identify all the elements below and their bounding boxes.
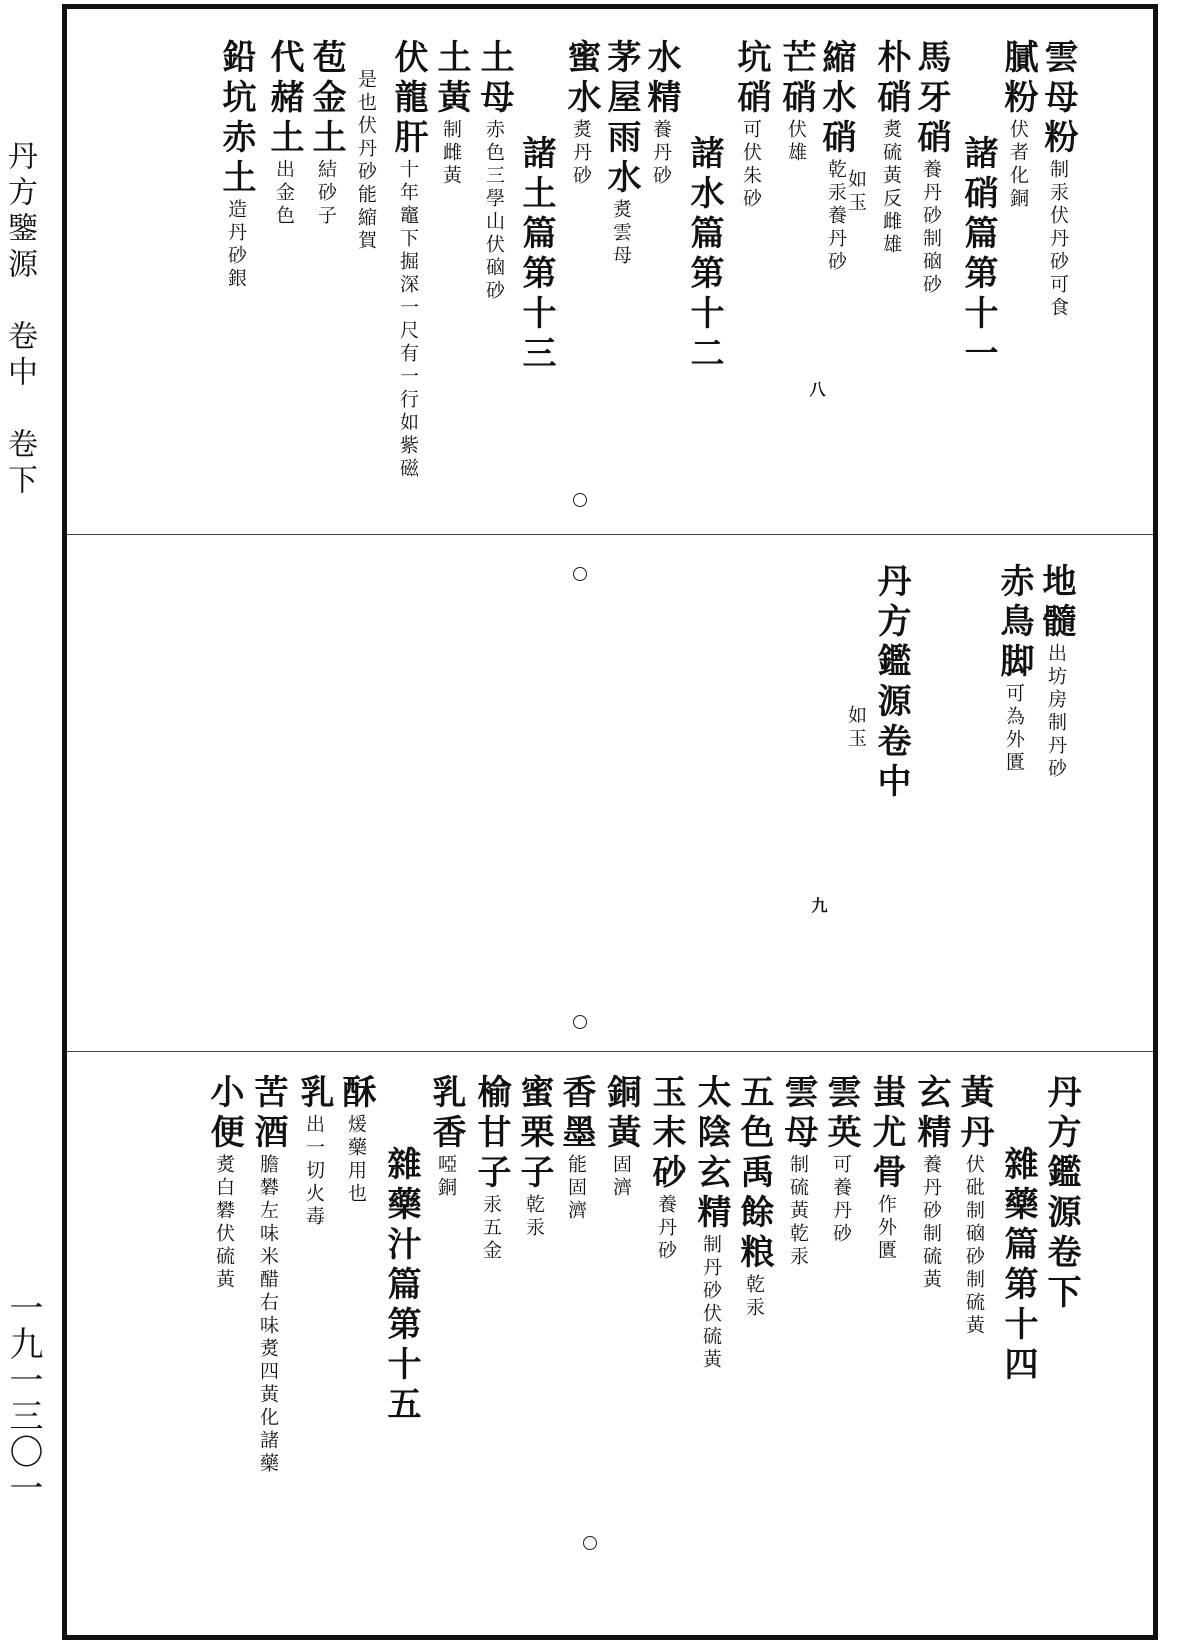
- page-mark: 九: [809, 897, 828, 913]
- margin-circle: [573, 493, 587, 507]
- text-column: 酥煖藥用也: [336, 1074, 376, 1206]
- text-column: 黃丹伏砒制硇砂制硫黃: [954, 1074, 994, 1338]
- text-column: 水精養丹砂: [641, 39, 681, 188]
- section-heading: 諸水篇第十二: [684, 135, 724, 375]
- panel-juan-zhong-top: [67, 9, 1153, 534]
- text-column: 是也伏丹砂能縮賀: [355, 69, 377, 253]
- text-column: 代赭土出金色: [264, 39, 304, 228]
- text-column: 小便煑白礬伏硫黃: [204, 1074, 244, 1292]
- panel-juan-zhong-end: [67, 534, 1153, 1052]
- text-column: 太陰玄精制丹砂伏硫黃: [691, 1074, 731, 1372]
- text-column: 蚩尤骨作外匱: [866, 1074, 906, 1263]
- panel-juan-xia: [67, 1051, 1153, 1636]
- text-column: 馬牙硝養丹砂制硇砂: [911, 39, 951, 297]
- text-column: 玄精養丹砂制硫黃: [911, 1074, 951, 1292]
- text-column: 茅屋雨水煑雲母: [601, 39, 641, 268]
- text-column: 銅黃固濟: [601, 1074, 641, 1200]
- small-note: 如玉: [845, 705, 867, 751]
- text-column: 鉛坑赤土造丹砂銀: [216, 39, 256, 291]
- text-column: 苦酒膽礬左味米醋右味煑四黃化諸藥: [248, 1074, 288, 1476]
- margin-page-number: 一九一三〇一: [3, 1290, 43, 1506]
- text-column: 縮水硝乾汞養丹砂: [816, 39, 856, 274]
- page-mark: 八: [807, 381, 826, 397]
- margin-circle: [573, 567, 587, 581]
- text-column: 蜜栗子乾汞: [514, 1074, 554, 1240]
- text-column: 乳香啞銅: [426, 1074, 466, 1200]
- text-column: 土母赤色三學山伏硇砂: [474, 39, 514, 303]
- volume-title: 丹方鑑源卷下: [1041, 1074, 1081, 1314]
- text-column: 雲母粉制汞伏丹砂可食: [1038, 39, 1078, 320]
- section-heading: 諸硝篇第十一: [958, 135, 998, 375]
- text-column: 雲母制硫黃乾汞: [778, 1074, 818, 1269]
- section-heading: 雜藥汁篇第十五: [381, 1146, 421, 1426]
- section-heading: 雜藥篇第十四: [998, 1146, 1038, 1386]
- margin-circle: [573, 1015, 587, 1029]
- text-column: 五色禹餘粮乾汞: [734, 1074, 774, 1320]
- margin-circle: [573, 43, 587, 57]
- text-column: 地髓出坊房制丹砂: [1036, 563, 1076, 781]
- volume-end-title: 丹方鑑源卷中: [871, 563, 911, 803]
- text-column: 朴硝煑硫黃反雌雄: [871, 39, 911, 257]
- text-column: 芒硝伏雄: [776, 39, 816, 165]
- small-note: 如玉: [845, 169, 867, 215]
- text-column: 乳出一切火毒: [294, 1074, 334, 1229]
- page-frame: [62, 4, 1158, 1640]
- text-column: 苞金土結砂子: [306, 39, 346, 228]
- text-column: 玉末砂養丹砂: [646, 1074, 686, 1263]
- text-column: 蜜水煑丹砂: [561, 39, 601, 188]
- section-heading: 諸土篇第十三: [516, 135, 556, 375]
- text-column: 香墨能固濟: [556, 1074, 596, 1223]
- text-column: 土黃制雌黃: [431, 39, 471, 188]
- text-column: 榆甘子汞五金: [471, 1074, 511, 1263]
- text-column: 赤鳥脚可為外匱: [994, 563, 1034, 775]
- text-column: 雲英可養丹砂: [821, 1074, 861, 1246]
- text-column: 伏龍肝十年竈下掘深一尺有一行如紫磁: [388, 39, 428, 481]
- text-column: 膩粉伏者化銅: [998, 39, 1038, 211]
- margin-circle: [583, 1536, 597, 1550]
- text-column: 坑硝可伏朱砂: [731, 39, 771, 211]
- margin-title: 丹方鑒源 卷中 卷下: [2, 140, 37, 500]
